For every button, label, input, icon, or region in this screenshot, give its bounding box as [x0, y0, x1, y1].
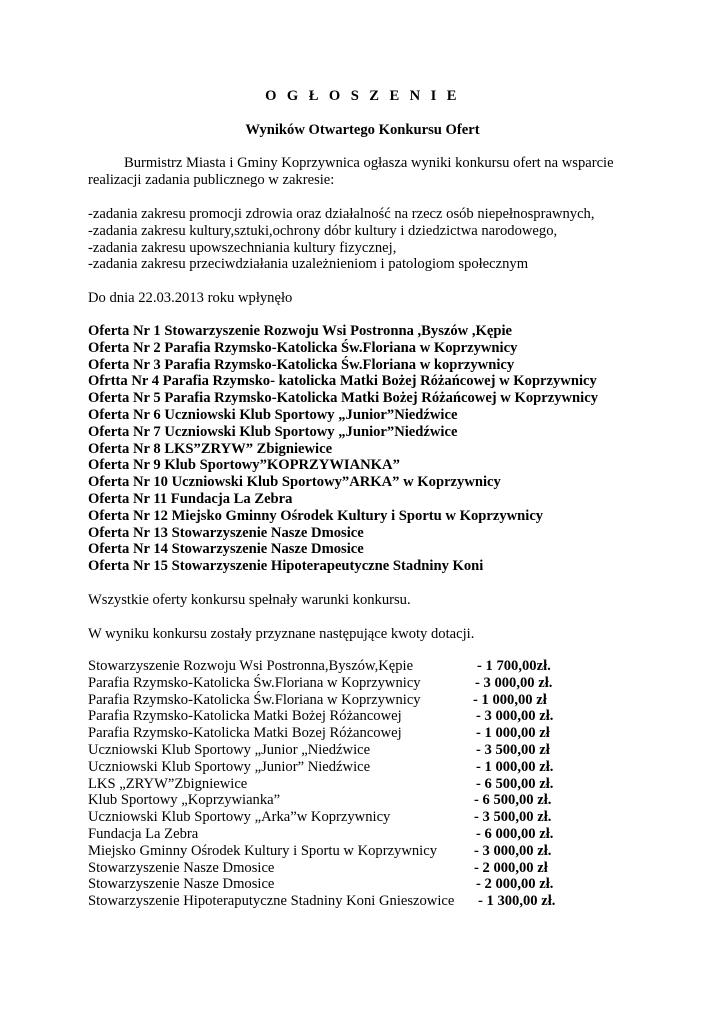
scope-item: -zadania zakresu przeciwdziałania uzależnieniom i patologiom społecznym: [88, 256, 529, 273]
grant-row: [88, 843, 688, 860]
offer-item: Oferta Nr 2 Parafia Rzymsko-Katolicka Św.Floriana w Koprzywnicy: [88, 339, 518, 356]
offers-list: [88, 323, 688, 575]
offer-item: Oferta Nr 15 Stowarzyszenie Hipoterapeutyczne Stadniny Koni: [88, 558, 484, 575]
grant-amount: - 6 500,00 zł.: [474, 792, 552, 809]
grant-row: [88, 792, 688, 809]
offer-item: Oferta Nr 10 Uczniowski Klub Sportowy”ARKA” w Koprzywnicy: [88, 474, 501, 491]
grant-amount: - 6 000,00 zł.: [476, 825, 554, 842]
grant-amount: - 1 000,00 zł.: [476, 758, 554, 775]
scope-item: -zadania zakresu kultury,sztuki,ochrony dóbr kultury i dziedzictwa narodowego,: [88, 222, 558, 239]
grant-row: [88, 692, 688, 709]
grant-amount: - 1 700,00zł.: [477, 658, 551, 674]
intro-paragraph: [88, 155, 688, 189]
grant-row: [88, 826, 688, 843]
grant-amount: - 3 000,00 zł.: [476, 708, 554, 725]
grant-recipient: Fundacja La Zebra: [88, 825, 199, 842]
grant-amount: - 2 000,00 zł.: [476, 876, 554, 893]
grant-amount: - 2 000,00 zł: [474, 859, 548, 876]
date-line: Do dnia 22.03.2013 roku wpłynęło: [88, 290, 293, 306]
grant-amount: - 1 000,00 zł: [473, 691, 547, 708]
intro-line: Burmistrz Miasta i Gminy Koprzywnica ogłasza wyniki konkursu ofert na wsparcie: [124, 155, 614, 171]
offer-item: Oferta Nr 1 Stowarzyszenie Rozwoju Wsi Postronna ,Byszów ,Kępie: [88, 323, 512, 339]
offer-item: Oferta Nr 9 Klub Sportowy”KOPRZYWIANKA”: [88, 457, 400, 474]
offer-item: Oferta Nr 13 Stowarzyszenie Nasze Dmosice: [88, 524, 364, 541]
grant-row: [88, 658, 688, 675]
result-intro: W wyniku konkursu zostały przyznane następujące kwoty dotacji.: [88, 626, 475, 642]
grant-recipient: Parafia Rzymsko-Katolicka Św.Floriana w Koprzywnicy: [88, 691, 421, 708]
grant-row: [88, 876, 688, 893]
grant-row: [88, 759, 688, 776]
grant-row: [88, 893, 688, 910]
grants-table: [88, 658, 688, 910]
grant-recipient: Stowarzyszenie Nasze Dmosice: [88, 859, 275, 876]
document-subtitle: Wyników Otwartego Konkursu Ofert: [245, 122, 480, 138]
all-valid-statement: Wszystkie oferty konkursu spełnały warunki konkursu.: [88, 592, 411, 608]
grant-recipient: Stowarzyszenie Nasze Dmosice: [88, 876, 275, 893]
grant-recipient: Parafia Rzymsko-Katolicka Matki Bożej Różancowej: [88, 708, 402, 725]
grant-row: [88, 742, 688, 759]
grant-recipient: Uczniowski Klub Sportowy „Junior „Niedźwice: [88, 741, 371, 758]
grant-recipient: Parafia Rzymsko-Katolicka Św.Floriana w Koprzywnicy: [88, 674, 421, 691]
grant-recipient: Klub Sportowy „Koprzywianka”: [88, 792, 281, 809]
offer-item: Oferta Nr 8 LKS”ZRYW” Zbigniewice: [88, 440, 333, 457]
offer-item: Oferta Nr 6 Uczniowski Klub Sportowy „Junior”Niedźwice: [88, 406, 458, 423]
grant-amount: - 3 500,00 zł: [476, 741, 550, 758]
grant-amount: - 1 000,00 zł: [476, 725, 550, 742]
grant-row: [88, 776, 688, 793]
offer-item: Oferta Nr 5 Parafia Rzymsko-Katolicka Matki Bożej Różańcowej w Koprzywnicy: [88, 390, 598, 407]
offer-item: Oferta Nr 11 Fundacja La Zebra: [88, 490, 293, 507]
grant-row: [88, 675, 688, 692]
scope-list: [88, 206, 688, 273]
offer-item: Oferta Nr 7 Uczniowski Klub Sportowy „Junior”Niedźwice: [88, 423, 458, 440]
grant-recipient: Stowarzyszenie Hipoteraputyczne Stadniny Koni Gnieszowice: [88, 893, 455, 910]
grant-amount: - 3 000,00 zł.: [474, 842, 552, 859]
offer-item: Ofrtta Nr 4 Parafia Rzymsko- katolicka Matki Bożej Różańcowej w Koprzywnicy: [88, 373, 597, 390]
document-title: O G Ł O S Z E N I E: [265, 88, 460, 104]
offer-item: Oferta Nr 3 Parafia Rzymsko-Katolicka Św.Floriana w koprzywnicy: [88, 356, 515, 373]
grant-recipient: Stowarzyszenie Rozwoju Wsi Postronna,Byszów,Kępie: [88, 658, 414, 674]
grant-row: [88, 725, 688, 742]
grant-recipient: Uczniowski Klub Sportowy „Junior” Niedźwice: [88, 758, 371, 775]
grant-row: [88, 809, 688, 826]
scope-item: -zadania zakresu promocji zdrowia oraz działalność na rzecz osób niepełnosprawnych,: [88, 206, 595, 222]
grant-recipient: Uczniowski Klub Sportowy „Arka”w Koprzywnicy: [88, 809, 391, 826]
scope-item: -zadania zakresu upowszechniania kultury fizycznej,: [88, 239, 397, 256]
grant-recipient: Miejsko Gminny Ośrodek Kultury i Sportu w Koprzywnicy: [88, 842, 438, 859]
grant-amount: - 3 500,00 zł.: [474, 809, 552, 826]
grant-recipient: Parafia Rzymsko-Katolicka Matki Bozej Różancowej: [88, 725, 402, 742]
grant-amount: - 3 000,00 zł.: [475, 674, 553, 691]
intro-line: realizacji zadania publicznego w zakresie:: [88, 171, 335, 188]
offer-item: Oferta Nr 12 Miejsko Gminny Ośrodek Kultury i Sportu w Koprzywnicy: [88, 507, 544, 524]
grant-row: [88, 708, 688, 725]
grant-recipient: LKS „ZRYW”Zbigniewice: [88, 775, 248, 792]
grant-amount: - 1 300,00 zł.: [478, 893, 556, 910]
offer-item: Oferta Nr 14 Stowarzyszenie Nasze Dmosice: [88, 541, 364, 558]
grant-amount: - 6 500,00 zł.: [476, 775, 554, 792]
grant-row: [88, 860, 688, 877]
